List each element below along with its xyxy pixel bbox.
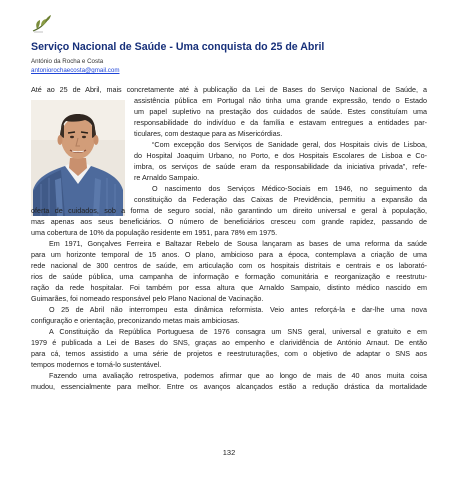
body-line: assistência pública em Portugal não tinha uma grande expressão, tendo o Estado — [134, 96, 427, 105]
decorative-leaf-logo-icon — [30, 12, 54, 34]
body-line: tempos modernos e torná-lo sustentável. — [31, 360, 162, 369]
body-line: 1979 é publicada a Lei de Bases do SNS, graças ao empenho e clarividência de António Arnaut. De então — [31, 338, 427, 347]
body-line: rios de saúde pública, uma campanha de informação e formação comunitária e reorganização e reestrutu- — [31, 272, 427, 281]
body-line: O nascimento dos Serviços Médico-Sociais em 1946, no seguimento da — [152, 184, 427, 193]
body-line: responsabilidade do indivíduo e da família e estavam entregues a entidades par- — [134, 118, 427, 127]
body-line: mudou, essencialmente para melhor. Entre os avanços alcançados estão a redução drástica da mortalidade — [31, 382, 427, 391]
body-line: Guimarães, foi nomeado responsável pelo Plano Nacional de Vacinação. — [31, 294, 264, 303]
body-line: Em 1971, Gonçalves Ferreira e Baltazar Rebelo de Sousa lançaram as bases de uma reforma da saúde — [49, 239, 427, 248]
body-line: O 25 de Abril não interrompeu esta dinâmica reformista. Veio antes reforçá-la e dar-lhe uma nova — [49, 305, 427, 314]
article-author: António da Rocha e Costa — [31, 58, 104, 65]
body-line: re Arnaldo Sampaio. — [134, 173, 200, 182]
author-email-link[interactable]: antoniorochaecosta@gmail.com — [31, 67, 120, 74]
body-line: mas apenas aos seus beneficiários. O número de beneficiários cresceu com grande rapidez, passando de — [31, 217, 427, 226]
body-line: para um horizonte temporal de 15 anos. O plano, ambicioso para a época, contemplava a criação de uma — [31, 250, 427, 259]
article-title: Serviço Nacional de Saúde - Uma conquista do 25 de Abril — [31, 41, 325, 53]
body-line: ticulares, com destaque para as Misericórdias. — [134, 129, 283, 138]
body-line: Fazendo uma avaliação retrospetiva, podemos afirmar que ao longo de mais de 40 anos muita coisa — [49, 371, 427, 380]
body-line: “Com excepção dos Serviços de Sanidade geral, dos Hospitais civis de Lisboa, — [152, 140, 427, 149]
body-line: configuração e orientação, preconizando metas mais ambiciosas. — [31, 316, 240, 325]
page-number: 132 — [222, 448, 236, 457]
body-line: para cá, temos assistido a uma série de projetos e reestruturações, com o objetivo de adaptar o SNS aos — [31, 349, 427, 358]
body-line: rede nacional de 300 centros de saúde, em articulação com os hospitais distritais e centrais e os laborató- — [31, 261, 427, 270]
body-line: oferta de cuidados, sob a forma de seguro social, não garantindo um direito universal e geral à população, — [31, 206, 427, 215]
body-line: uma cobertura de 10% da população residente em 1951, para 78% em 1975. — [31, 228, 278, 237]
body-line: do Hospital Joaquim Urbano, no Porto, e dos Hospitais Escolares de Lisboa e Co- — [134, 151, 427, 160]
body-line: Até ao 25 de Abril, mais concretamente até à publicação da Lei de Bases do Serviço Nacional de Saúde, a — [31, 85, 427, 94]
body-line: um papel supletivo na prestação dos cuidados de saúde. Estes constituíam uma — [134, 107, 427, 116]
body-line: imbra, os serviços de saúde eram da responsabilidade da iniciativa privada”, refe- — [134, 162, 427, 171]
author-photo — [31, 100, 125, 216]
body-line: constituição da Federação das Caixas de Previdência, permitiu a expansão da — [134, 195, 427, 204]
body-line: ração da rede hospitalar. Foi também por essa altura que Arnaldo Sampaio, distinto médico nascido em — [31, 283, 427, 292]
body-line: A Constituição da República Portuguesa de 1976 consagra um SNS geral, universal e gratuito e em — [49, 327, 427, 336]
